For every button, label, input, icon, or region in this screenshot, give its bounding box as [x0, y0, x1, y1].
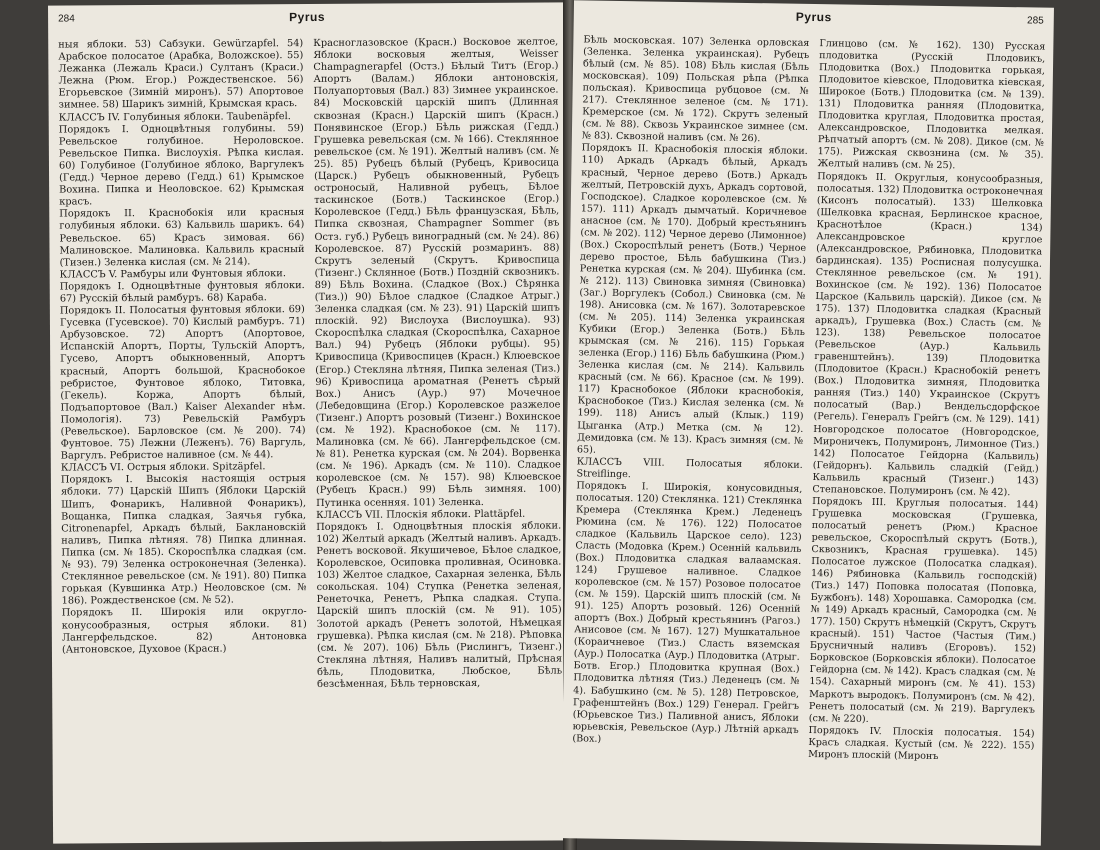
running-title-right: Pyrus [795, 9, 832, 25]
right-page [561, 0, 1054, 845]
right-column-1: Бѣль московская. 107) Зеленка орловская (Зеленка. Зеленка украинская). Рубецъ бѣлый (см. № 85). 108) Бѣль кислая (Бѣль московская). 109) Польская рѣпа (Рѣпка польская). Кривоспица рубцовое (см. № 217). Стеклянное зеленое (см. № 171). Кремерское (см. № 172). Скрутъ зеленый (см. № 88). Сквозь Украинское зимнее (см. № 83). Сквозной наливъ (см. № 26). Порядокъ II. Краснобокія плоскія яблоки. 110) Аркадъ (Аркадъ бѣлый, Аркадъ красный, Черное дерево (Ботв.) Аркадъ желтый, Петровскій духъ, Аркадъ сортовой, Господское). Сладкое королевское (см. № 157). 111) Аркадъ дымчатый. Коричневое анасное (см. № 170). Добрый крестьянинъ (см. № 202). 112) Черное дерево (Лимонное) (Вох.) Скороспѣлый ренетъ (Ботв.) Черное дерево простое, Бѣль бабушкина (Тиз.) Ренетка курская (см. № 204). Шубинка (см. № 212). 113) Свиновка зимняя (Свиновка) (Заг.) Воргулекъ (Собол.) Свиновка (см. № 198). Анисовка (см. № 167). Золотаревское (см. № 205). 114) Зеленка украинская Кубики (Егор.) Зеленка (Ботв.) Бѣль крымская (см. № 216). 115) Горькая зеленка (Егор.) 116) Бѣль бабушкина (Рюм.) Зеленка кислая (см. № 214). Кальвиль красный (см. № 66). Красное (см. № 199). 117) Краснобокое (Яблоки краснобокія, Краснобокое (Тиз.) Кислая зеленка (см. № 199). 118) Анисъ алый (Клык.) 119) Цыганка (Атр.) Метка (см. № 12). Демидовка (см. № 13). Красъ зимняя (см. № 65). КЛАССЪ VIII. Полосатыя яблоки. Streiflinge. Порядокъ I. Широкія, конусовидныя, полосатыя. 120) Стеклянка. 121) Стеклянка Кремера (Стеклянка Крем.) Леденецъ Рюмина (см. № 176). 122) Полосатое сладкое (Кальвиль Царское село). 123) Сласть (Модовка (Крем.) Осенній кальвиль (Вох.) Плодовитка сладкая валаамская. 124) Грушевое наливное. Сладкое королевское (см. № 157) Розовое полосатое (см. № 159). Царскій шипъ плоскій (см. № 91). 125) Апортъ розовый. 126) Осенній апортъ (Вох.) Добрый крестьянинъ (Рагоз.) Анисовое (см. № 167). 127) Мушкатальное (Кораичневое (Тиз.) Сласть вяземская (Аур.) Полосатка (Аур.) Плодовитка (Атрыг. Ботв. Егор.) Плодовитка крупная (Вох.) Плодовитка лѣтняя (Тиз.) Леденецъ (см. № 4). Бабушкино (см. № 5). 128) Петровское, Графенштейнъ (Вох.) 129) Генерал. Грейгъ (Юрьевское Тиз.) Паливной анисъ, Яблоки юрьевскія, Ревельское (Аур.) Лѣтній аркадъ (Вох.) [572, 34, 810, 745]
right-running-head [584, 8, 1044, 33]
left-column-1: ныя яблоки. 53) Сабзуки. Gewürzapfel. 54) Арабское полосатое (Арабка, Воложское). 55) Лежанка (Лежаль Краси.) Султанъ (Краси.) Лежна (Рюм. Егор.) Рождественское. 56) Егорьевское (Зимній миронъ). 57) Апортовое зимнее. 58) Шарикъ зимній, Крымская крась. КЛАССЪ IV. Голубиныя яблоки. Taubenäpfel. Порядокъ I. Одноцвѣтныя голубины. 59) Ревельское голубиное. Нероловское. Ревельское Пипка. Вислоухія. Рѣпка кислая. 60) Голубиное (Голубиное яблоко, Варгулекъ (Гедд.) Черное дерево (Гедд.) 61) Крымское Вохина. Пипка и Неоловское. 62) Крымская красъ. Порядокъ II. Краснобокія или красныя голубиныя яблоки. 63) Кальвиль шарикъ. 64) Ревельское. 65) Красъ зимовая. 66) Малиновское. Малиновка. Кальвиль красный (Тизен.) Зеленка кислая (см. № 214). КЛАССЪ V. Рамбуры или Фунтовыя яблоки. Порядокъ I. Одноцвѣтные фунтовыя яблоки. 67) Русскій бѣлый рамбуръ. 68) Караба. Порядокъ II. Полосатыя фунтовыя яблоки. 69) Гусевка (Гусевское). 70) Кислый рамбуръ. 71) Арбузовское. 72) Апортъ (Апортовое, Испанскій Апортъ, Порты, Тульскій Апортъ, Гусево, Апортъ обыкновенный, Апортъ красный, Апортъ большой, Краснобокое ребристое, Фунтовое яблоко, Титовка, (Гекель). Коржа, Апортъ бѣлый, Подъапортовое (Вал.) Kaiser Alexander нѣм. Помологія). 73) Ревельскій Рамбуръ (Ревельское). Барловское (см. № 200). 74) Фунтовое. 75) Лежни (Леженъ). 76) Варгуль, Варгулъ. Ребристое наливное (см. № 44). КЛАССЪ VI. Острыя яблоки. Spitzäpfel. Порядокъ I. Высокія настоящія острыя яблоки. 77) Царскій Шипъ (Яблоки Царскій Шипъ, Фонарикъ, Наливной Фонарикъ), Вощанка, Пипка сладкая, Заячья губка, Citronenapfel, Аркадъ бѣлый, Баклановскій наливъ, Пипка лѣтняя. 78) Пипка длинная. Пипка (см. № 185). Скороспѣлка сладкая (см. № 93). 79) Зеленка остроконечная (Зеленка). Стеклянное ревельское (см. № 191). 80) Пипка горькая (Кувшинка Атр.) Неоловское (см. № 186). Рождественское (см. № 52). Порядокъ II. Широкія или округло-конусообразныя, острыя яблоки. 81) Лангерфельдское. 82) Антоновка (Антоновское, Духовое (Красн.) [58, 38, 307, 656]
right-columns [571, 34, 1045, 839]
running-title-left: Pyrus [289, 9, 326, 25]
page-number-right: 285 [1026, 15, 1044, 27]
left-column-2: Красноглазовское (Красн.) Восковое желтое, Яблоки восковыя желтыя, Weisser Champagnerapfel (Остз.) Бѣлый Титъ (Егор.) Апортъ (Валам.) Яблоки антоновскія, Полуапортовыя (Вал.) 83) Зимнее украинское. 84) Московскій царскій шипъ (Длинная сквозная (Красн.) Царскій шипъ (Красн.) Понявинское (Егор.) Бѣль рижская (Гедд.) Грушевка ревельская (см. № 166). Стеклянное ревельское (см. № 191). Желтый наливъ (см. № 25). 85) Рубецъ бѣлый (Рубецъ, Кривосица (Царск.) Рубецъ обыкновенный, Рубецъ остроносый, Наливной рубецъ, Бѣлое таскинское (Ботв.) Таскинское (Егор.) Королевское (Гедд.) Бѣль французская, Бѣль, Пипка сквозная, Champagner Sommer (въ Остз. губ.) Рубецъ виноградный (см. № 24). 86) Королевское. 87) Русскій розмаринъ. 88) Скрутъ зеленый (Скрутъ. Кривоспица (Тизенг.) Склянное (Ботв.) Поздній сквозникъ. 89) Бѣль Вохина. (Сладкое (Вох.) Сѣрянка (Тиз.)) 90) Бѣлое сладкое (Сладкое Атрыг.) Зеленка сладкая (см. № 23). 91) Царскій шипъ плоскій. 92) Вислоуха (Вислоушка). 93) Скороспѣлка сладкая (Скороспѣлка, Сахарное Вал.) 94) Рубецъ (Яблоки рубцы). 95) Кривоспица (Кривоспицев (Красн.) Клюевское (Егор.) Стекляна лѣтняя, Пипка зеленая (Тиз.) 96) Кривоспица ароматная (Ренетъ сѣрый Вох.) Анисъ (Аур.) 97) Мочечное (Лебедовщина (Егор.) Королевское разжелое (Тизенг.) Апортъ розовый (Тизенг.) Вохинское (см. № 192). Краснобокое (см. № 117). Малиновка (см. № 66). Лангерфельдское (см. № 81). Ренетка курская (см. № 204). Ворвенка (см. № 196). Аркадъ (см. № 110). Сладкое королевское (см. № 157). 98) Клюевское (Рубецъ Красн.) 99) Бѣль зимняя. 100) Путинка осенняя. 101) Зеленка. КЛАССЪ VII. Плоскія яблоки. Plattäpfel. Порядокъ I. Одноцвѣтныя плоскія яблоки. 102) Желтый аркадъ (Желтый наливъ. Аркадъ. Ренетъ восковой. Якушичевое, Бѣлое сладкое, Королевское, Осиповка проливная, Осиновка. 103) Желтое сладкое, Сахарная зеленка, Бѣль сокольская. 104) Ступка (Ренетка зеленая, Ренеточка, Ренетъ, Рѣпка сладкая. Ступа. Царскій шипъ плоскій (см. № 91). 105) Золотой аркадъ (Ренетъ золотой, Нѣмецкая грушевка). Рѣпка кислая (см. № 218). Рѣповка (см. № 207). 106) Бѣль (Рислингъ, Тизенг.) Стекляна лѣтняя, Наливъ налитый, Прѣсная бѣль, Плодовитка, Любское, Бѣль безсѣменная, Бѣль терновская, [313, 36, 563, 690]
left-page [48, 2, 571, 843]
left-columns [58, 36, 563, 837]
left-running-head [58, 10, 556, 31]
right-column-2: Глинцово (см. № 162). 130) Русская плодовитка (Русскій Плодовикъ, Плодовитка (Вох.) Плодовитка горькая, Плодовитое кіевское, Плодовитка кіевская, Широкое (Ботв.) Плодовитка (см. № 139). 131) Плодовитка ранняя (Плодовитка, Плодовитка круглая, Плодовитка простая, Александровское, Плодовитка мелкая. Рѣпчатый апортъ (см. № 208). Дикое (см. № 175). Рижская сквознина (см. № 35). Желтый наливъ (см. № 25). Порядокъ II. Округлыя, конусообразныя, полосатыя. 132) Плодовитка остроконечная (Кисонъ полосатый). 133) Шелковка (Шелковка красная, Берлинское красное, Краснотѣлое (Красн.) 134) Александровское круглое (Александровское, Рябиновка, Плодовитка бардинская). 135) Росписная полусушка. Стеклянное ревельское (см. № 191). Вохинское (см. № 192). 136) Полосатое Царское (Кальвиль царскій). Дикое (см. № 175). 137) Плодовитка сладкая (Красный аркадъ), Грушевка (Вох.) Сласть (см. № 123). 138) Ревельское полосатое (Ревельское (Аур.) Кальвиль гравенштейнъ). 139) Плодовитка (Плодовитое (Красн.) Краснобокій ренетъ (Вох.) Плодовитка зимняя, Плодовитка ранняя (Тиз.) 140) Украинское (Скрутъ полосатый (Вар.) Вендельсдорфское (Регель). Генералъ Грейгъ (см. № 129). 141) Новгородское полосатое (Новгородское, Мироничекъ, Полумиронъ, Лимонное (Тиз.) 142) Полосатое Гейдорна (Кальвиль) (Гейдорнъ). Кальвиль сладкій (Гейд.) Кальвиль красный (Тизенг.) 143) Степановское. Полумиронъ (см. № 42). Порядокъ III. Круглыя полосатыя. 144) Грушевка московская (Грушевка, полосатый ренетъ (Рюм.) Красное ревельское, Скороспѣлый скрутъ (Ботв.), Сквозникъ, Красная грушевка). 145) Полосатое лужское (Полосатка сладкая). 146) Рябиновка (Кальвиль господскій) (Тиз.) 147) Поповка полосатая (Поповка, Бужбонъ). 148) Хорошавка. Самородка (см. № 149) Аркадъ красный, Самородка (см. № 177). 150) Скрутъ нѣмецкій (Скрутъ, Скрутъ красный). 151) Частое (Частыя (Тим.) Брусничный наливъ (Егоровъ). 152) Борковское (Борковскія яблоки). Полосатое Гейдорна (см. № 142). Красъ сладкая (см. № 154). Сахарный миронъ (см. № 41). 153) Маркотъ выродокъ. Полумиронъ (см. № 42). Ренетъ полосатый (см. № 219). Варгулекъ (см. № 220). Порядокъ IV. Плоскія полосатыя. 154) Красъ сладкая. Кустый (см. № 222). 155) Миронъ плоскій (Миронъ [808, 38, 1046, 762]
page-number-left: 284 [58, 13, 75, 25]
